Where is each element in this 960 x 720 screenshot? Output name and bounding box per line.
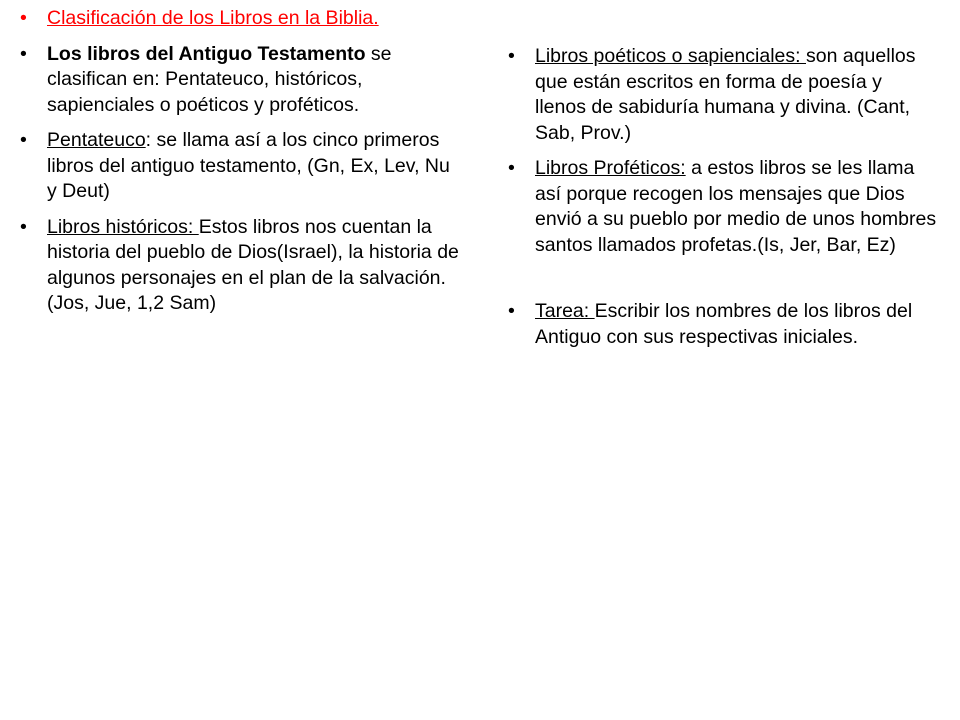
bullet-icon: • bbox=[20, 129, 27, 151]
item-text: Estos libros nos cuentan la historia del pueblo de Dios(Israel), la historia de algunos personajes en el plan de la salvación. (Jos, Jue, 1,2 Sam) bbox=[47, 215, 459, 314]
item-text: : se llama así a los cinco primeros libros del antiguo testamento, (Gn, Ex, Lev, Nu y Deut) bbox=[47, 129, 450, 202]
list-item-libros-historicos bbox=[20, 215, 460, 317]
bullet-icon: • bbox=[508, 157, 515, 179]
bullet-icon: • bbox=[508, 45, 515, 67]
bullet-icon: • bbox=[20, 215, 27, 238]
heading-text: Clasificación de los Libros en la Biblia. bbox=[47, 7, 379, 29]
bullet-icon: • bbox=[20, 42, 27, 65]
item-text: a estos libros se les llama así porque recogen los mensajes que Dios envió a su pueblo por medio de unos hombres santos llamados profetas.(Is, Jer, Bar, Ez) bbox=[535, 157, 937, 256]
item-lead: Libros Proféticos: bbox=[535, 157, 686, 179]
item-text: son aquellos que están escritos en forma de poesía y llenos de sabiduría humana y divina. (Cant, Sab, Prov.) bbox=[535, 45, 916, 144]
item-text: se clasifican en: Pentateuco, históricos, sapienciales o poéticos y proféticos. bbox=[47, 42, 392, 116]
right-bullet-list bbox=[508, 44, 938, 350]
bullet-icon: • bbox=[508, 300, 515, 322]
slide-heading bbox=[20, 6, 460, 32]
list-item-antiguo-testamento bbox=[20, 42, 460, 119]
item-lead: Libros históricos: bbox=[47, 215, 199, 238]
item-text: Escribir los nombres de los libros del Antiguo con sus respectivas iniciales. bbox=[535, 300, 913, 348]
item-lead: Libros poéticos o sapienciales: bbox=[535, 45, 806, 67]
list-item-libros-poeticos bbox=[508, 44, 938, 146]
item-lead: Pentateuco bbox=[47, 129, 146, 151]
bullet-icon: • bbox=[20, 7, 27, 29]
list-item-pentateuco bbox=[20, 128, 460, 205]
right-column bbox=[508, 44, 938, 360]
item-lead: Los libros del Antiguo Testamento bbox=[47, 42, 366, 65]
left-bullet-list bbox=[20, 6, 460, 317]
list-item-tarea bbox=[508, 299, 938, 350]
item-lead: Tarea: bbox=[535, 300, 595, 322]
list-item-libros-profeticos bbox=[508, 156, 938, 258]
left-column bbox=[20, 6, 460, 327]
